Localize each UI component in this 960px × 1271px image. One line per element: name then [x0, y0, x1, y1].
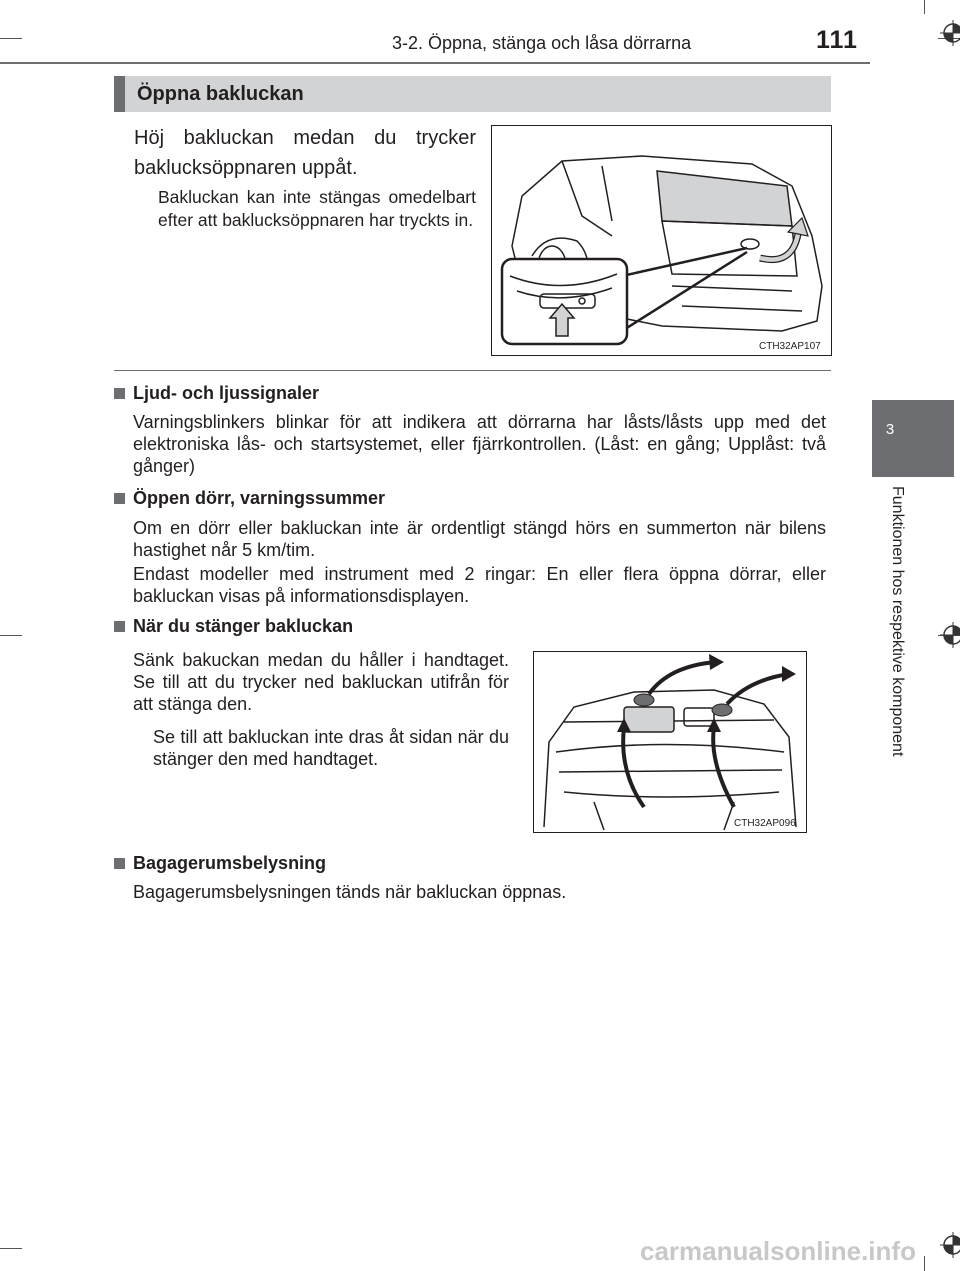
- bullet-square: [114, 621, 125, 632]
- item-text: Om en dörr eller bakluckan inte är ordentligt stängd hörs en summerton när bilens hastighet når 5 km/tim.: [133, 518, 826, 560]
- running-head: 3-2. Öppna, stänga och låsa dörrarna: [392, 33, 692, 53]
- registration-mark-middle: [940, 622, 960, 648]
- chapter-number: 3: [885, 421, 895, 438]
- item-text: Endast modeller med instrument med 2 ringar: En eller flera öppna dörrar, eller bakluckan visas på informationsdisplayen.: [133, 564, 826, 606]
- bullet-square: [114, 493, 125, 504]
- registration-mark-bottom: [940, 1232, 960, 1258]
- item-text: Sänk bakuckan medan du håller i handtaget. Se till att du trycker ned bakluckan utifrån för att stänga den.: [133, 650, 509, 714]
- item-title: Bagagerumsbelysning: [133, 853, 327, 873]
- header-rule: [0, 62, 870, 64]
- bullet-square: [114, 858, 125, 869]
- registration-mark-top: [940, 20, 960, 46]
- item-note: Se till att bakluckan inte dras åt sidan när du stänger den med handtaget.: [153, 727, 509, 769]
- section-divider: [114, 370, 831, 371]
- figure-code: CTH32AP107: [759, 341, 821, 352]
- item-text: Bagagerumsbelysningen tänds när bakluckan öppnas.: [133, 882, 567, 902]
- step-text: Höj bakluckan medan du trycker baklucksöppnaren uppåt.: [134, 127, 476, 179]
- bullet-square: [114, 388, 125, 399]
- item-title: Öppen dörr, varningssummer: [133, 488, 386, 508]
- section-title: Öppna bakluckan: [137, 83, 304, 105]
- item-title: Ljud- och ljussignaler: [133, 383, 320, 403]
- chapter-tab: [872, 400, 954, 477]
- figure-code: CTH32AP096: [734, 818, 796, 829]
- figure-back-door-opener: [491, 125, 832, 356]
- item-title: När du stänger bakluckan: [133, 616, 354, 636]
- watermark: carmanualsonline.info: [640, 1236, 916, 1266]
- item-text: Varningsblinkers blinkar för att indikera att dörrarna har låsts/låsts upp med det elektroniska lås- och startsystemet, eller fjärrkontrollen. (Låst: en gång; Upplåst: två gånger): [133, 412, 826, 476]
- figure-close-back-door: [533, 651, 807, 833]
- car-rear-illustration: [492, 126, 831, 355]
- note-text: Bakluckan kan inte stängas omedelbart efter att baklucksöppnaren har tryckts in.: [158, 187, 476, 230]
- page-number: 111: [816, 26, 858, 54]
- back-door-interior-illustration: [534, 652, 806, 832]
- chapter-label: Funktionen hos respektive komponent: [889, 486, 906, 757]
- section-header: [114, 76, 831, 112]
